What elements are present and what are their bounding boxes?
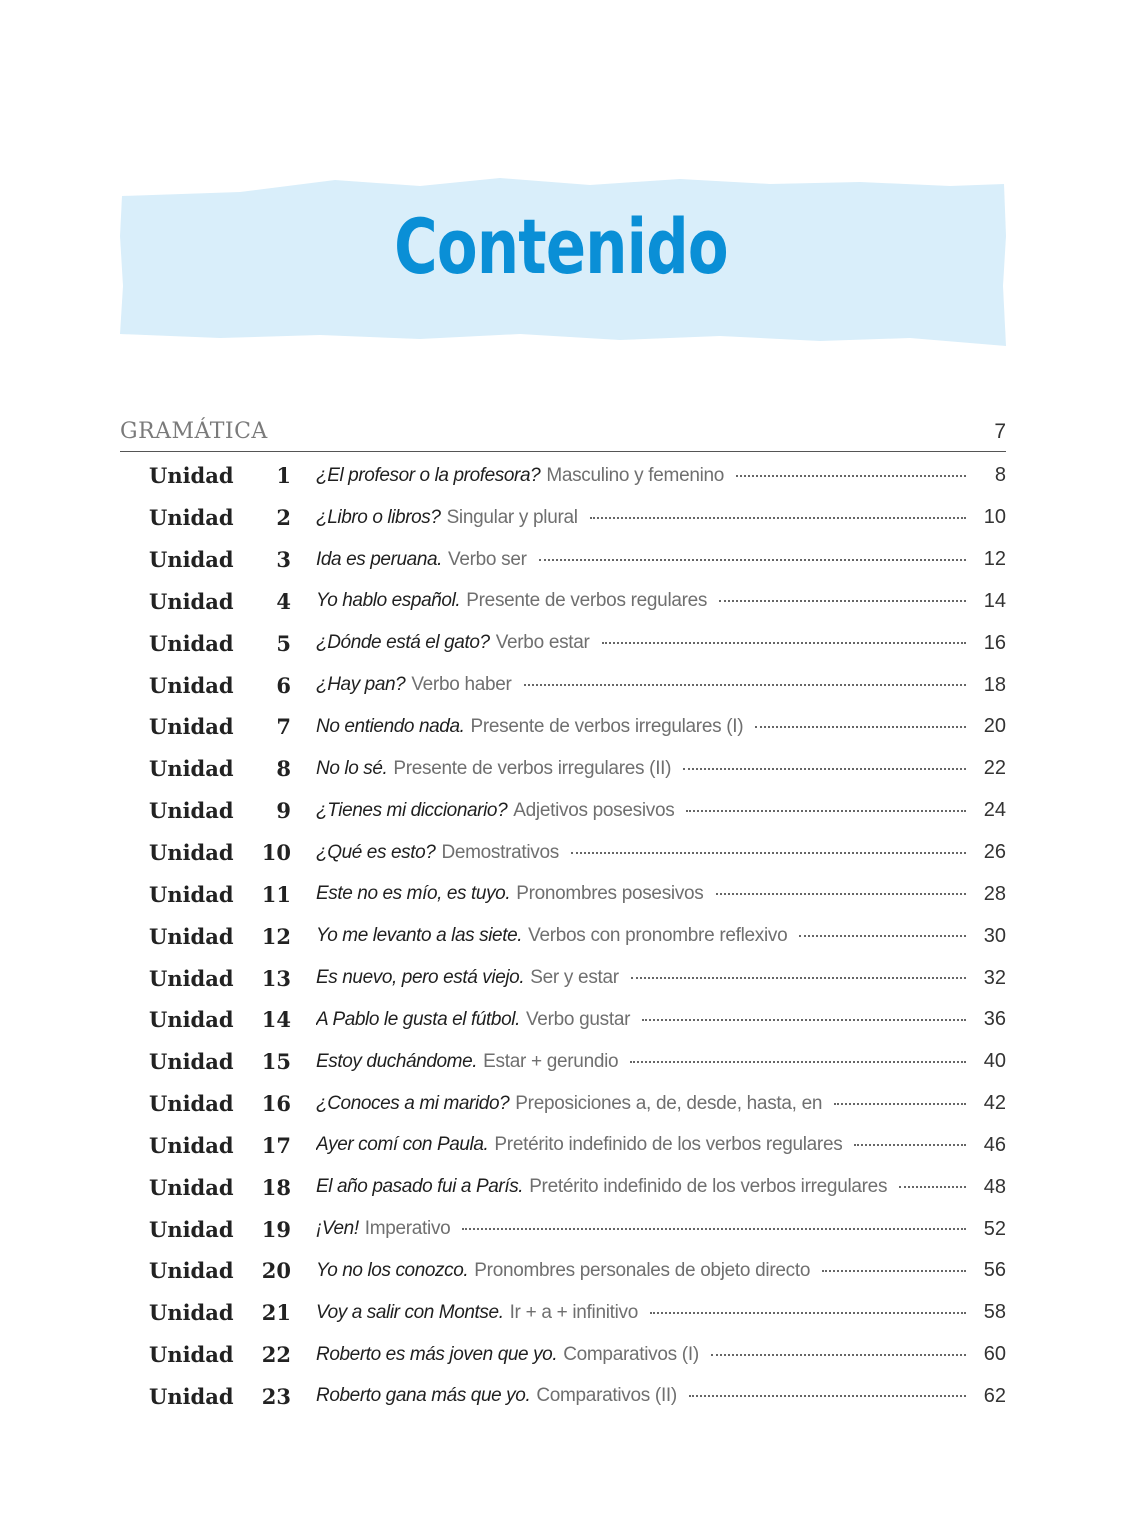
page-number[interactable]: 14 [983,589,1006,612]
example-sentence: ¿Conoces a mi marido? [316,1092,510,1114]
toc-row[interactable] [120,664,1006,706]
dot-leader [755,725,966,728]
toc-row[interactable] [120,706,1006,748]
unit-label: Unidad [149,1300,234,1326]
grammar-topic: Verbo estar [495,632,590,654]
toc-entry [316,1302,966,1324]
toc-row[interactable] [120,1125,1006,1167]
toc-row[interactable] [120,622,1006,664]
toc-entry [316,758,966,780]
toc-row[interactable] [120,1208,1006,1250]
unit-label: Unidad [149,881,234,907]
unit-number: 12 [261,923,291,949]
unit-number: 20 [261,1258,291,1284]
section-header [120,419,1006,452]
page-number[interactable]: 24 [983,799,1006,822]
example-sentence: Ayer comí con Paula. [316,1134,489,1156]
grammar-topic: Demostrativos [441,841,559,863]
unit-number: 16 [261,1091,291,1117]
grammar-topic: Comparativos (I) [563,1343,699,1365]
unit-number: 8 [276,756,291,782]
toc-entry [316,507,966,529]
toc-entry [316,1344,966,1366]
dot-leader [602,641,966,644]
unit-number: 21 [261,1300,291,1326]
unit-label: Unidad [149,965,234,991]
example-sentence: Este no es mío, es tuyo. [316,883,511,905]
example-sentence: ¿El profesor o la profesora? [316,464,541,486]
dot-leader [719,599,966,602]
unit-label: Unidad [149,1216,234,1242]
unit-number: 9 [276,798,291,824]
toc-row[interactable] [120,539,1006,581]
example-sentence: Estoy duchándome. [316,1050,478,1072]
unit-label: Unidad [149,714,234,740]
unit-number: 14 [261,1007,291,1033]
page-number[interactable]: 26 [983,841,1006,864]
grammar-topic: Verbo ser [448,548,527,570]
example-sentence: Yo hablo español. [316,590,461,612]
toc-entry [316,883,966,905]
toc-entry [316,632,966,654]
page-number[interactable]: 58 [983,1301,1006,1324]
example-sentence: Yo no los conozco. [316,1259,469,1281]
example-sentence: ¡Ven! [316,1218,359,1240]
grammar-topic: Ser y estar [530,967,619,989]
unit-number: 15 [261,1049,291,1075]
example-sentence: El año pasado fui a París. [316,1176,524,1198]
toc-row[interactable] [120,832,1006,874]
grammar-topic: Singular y plural [446,506,578,528]
section-name: GRAMÁTICA [120,419,268,444]
example-sentence: Ida es peruana. [316,548,443,570]
dot-leader [642,1018,966,1021]
toc-entry [316,674,966,696]
grammar-topic: Pronombres personales de objeto directo [474,1259,811,1281]
page-number[interactable]: 36 [983,1008,1006,1031]
dot-leader [822,1269,966,1272]
unit-number: 1 [276,463,291,489]
toc-entry [316,1009,966,1031]
example-sentence: ¿Libro o libros? [316,506,441,528]
example-sentence: ¿Hay pan? [316,674,406,696]
grammar-topic: Masculino y femenino [546,464,725,486]
unit-label: Unidad [149,1132,234,1158]
unit-label: Unidad [149,1007,234,1033]
page-number[interactable]: 46 [983,1133,1006,1156]
grammar-topic: Comparativos (II) [536,1385,677,1407]
unit-number: 7 [276,714,291,740]
toc-entry [316,716,966,738]
unit-label: Unidad [149,672,234,698]
grammar-topic: Presente de verbos irregulares (II) [393,757,672,779]
unit-number: 2 [276,505,291,531]
grammar-topic: Verbo haber [411,674,512,696]
dot-leader [462,1227,966,1230]
unit-label: Unidad [149,1049,234,1075]
page-number[interactable]: 52 [983,1217,1006,1240]
page-number[interactable]: 62 [983,1384,1006,1407]
toc-row[interactable] [120,455,1006,497]
toc-row[interactable] [120,1041,1006,1083]
toc-entry [316,842,966,864]
dot-leader [630,1060,966,1063]
unit-label: Unidad [149,923,234,949]
toc-row[interactable] [120,873,1006,915]
example-sentence: ¿Tienes mi diccionario? [316,799,508,821]
toc-entry [316,1093,966,1115]
unit-number: 6 [276,672,291,698]
toc-row[interactable] [120,999,1006,1041]
page-number[interactable]: 10 [983,506,1006,529]
page-number[interactable]: 60 [983,1343,1006,1366]
unit-label: Unidad [149,588,234,614]
dot-leader [683,767,966,770]
dot-leader [631,976,966,979]
example-sentence: ¿Dónde está el gato? [316,632,490,654]
toc-row[interactable] [120,497,1006,539]
unit-label: Unidad [149,840,234,866]
dot-leader [799,934,966,937]
dot-leader [899,1185,966,1188]
grammar-topic: Estar + gerundio [483,1050,619,1072]
example-sentence: Voy a salir con Montse. [316,1301,504,1323]
toc-row[interactable] [120,581,1006,623]
page-number[interactable]: 32 [983,966,1006,989]
example-sentence: Roberto gana más que yo. [316,1385,531,1407]
page-number[interactable]: 22 [983,757,1006,780]
unit-number: 17 [261,1132,291,1158]
example-sentence: No lo sé. [316,757,388,779]
unit-number: 22 [261,1342,291,1368]
grammar-topic: Verbos con pronombre reflexivo [528,925,788,947]
toc-row[interactable] [120,790,1006,832]
page-number[interactable]: 12 [983,548,1006,571]
example-sentence: No entiendo nada. [316,715,465,737]
grammar-topic: Adjetivos posesivos [513,799,675,821]
toc-entry [316,590,966,612]
unit-label: Unidad [149,463,234,489]
unit-number: 18 [261,1174,291,1200]
toc-entry [316,1385,966,1407]
grammar-topic: Verbo gustar [525,1008,631,1030]
toc-entry [316,549,966,571]
grammar-topic: Preposiciones a, de, desde, hasta, en [515,1092,823,1114]
toc-entry [316,967,966,989]
unit-number: 13 [261,965,291,991]
unit-number: 5 [276,630,291,656]
unit-number: 23 [261,1383,291,1409]
toc-row[interactable] [120,957,1006,999]
page-number[interactable]: 28 [983,882,1006,905]
unit-label: Unidad [149,1342,234,1368]
toc-row[interactable] [120,1250,1006,1292]
dot-leader [524,683,966,686]
toc-row[interactable] [120,1376,1006,1418]
dot-leader [716,892,967,895]
example-sentence: Yo me levanto a las siete. [316,925,523,947]
page-number[interactable]: 30 [983,924,1006,947]
toc-row[interactable] [120,1083,1006,1125]
section-page-number[interactable]: 7 [994,420,1006,443]
page-number[interactable]: 18 [983,673,1006,696]
unit-number: 3 [276,547,291,573]
page-number[interactable]: 48 [983,1175,1006,1198]
toc-entry [316,465,966,487]
unit-label: Unidad [149,1258,234,1284]
grammar-topic: Pretérito indefinido de los verbos regulares [494,1134,843,1156]
dot-leader [689,1394,966,1397]
toc-row[interactable] [120,1166,1006,1208]
dot-leader [854,1143,966,1146]
toc-entry [316,800,966,822]
grammar-topic: Imperativo [364,1218,451,1240]
toc-entry [316,1176,966,1198]
example-sentence: A Pablo le gusta el fútbol. [316,1008,520,1030]
unit-number: 11 [261,881,291,907]
unit-number: 4 [276,588,291,614]
dot-leader [539,558,966,561]
page-number[interactable]: 16 [983,631,1006,654]
table-of-contents [120,455,1006,1417]
toc-row[interactable] [120,1334,1006,1376]
dot-leader [650,1311,966,1314]
page-number[interactable]: 56 [983,1259,1006,1282]
toc-entry [316,1051,966,1073]
toc-entry [316,1218,966,1240]
dot-leader [571,851,966,854]
unit-label: Unidad [149,798,234,824]
grammar-topic: Pronombres posesivos [516,883,704,905]
dot-leader [711,1353,966,1356]
toc-row[interactable] [120,748,1006,790]
unit-label: Unidad [149,630,234,656]
grammar-topic: Pretérito indefinido de los verbos irregulares [529,1176,888,1198]
page-number[interactable]: 40 [983,1050,1006,1073]
unit-label: Unidad [149,1091,234,1117]
page-title: Contenido [394,202,728,291]
grammar-topic: Presente de verbos regulares [466,590,708,612]
dot-leader [590,516,966,519]
toc-entry [316,1134,966,1156]
example-sentence: ¿Qué es esto? [316,841,436,863]
example-sentence: Roberto es más joven que yo. [316,1343,558,1365]
dot-leader [686,809,966,812]
dot-leader [736,474,966,477]
dot-leader [834,1102,966,1105]
unit-label: Unidad [149,1383,234,1409]
example-sentence: Es nuevo, pero está viejo. [316,967,525,989]
page-number[interactable]: 42 [983,1092,1006,1115]
page-number[interactable]: 8 [994,464,1006,487]
unit-label: Unidad [149,1174,234,1200]
toc-entry [316,1260,966,1282]
toc-row[interactable] [120,915,1006,957]
grammar-topic: Ir + a + infinitivo [509,1301,639,1323]
unit-label: Unidad [149,505,234,531]
toc-row[interactable] [120,1292,1006,1334]
grammar-topic: Presente de verbos irregulares (I) [470,715,744,737]
page-number[interactable]: 20 [983,715,1006,738]
unit-number: 19 [261,1216,291,1242]
unit-label: Unidad [149,756,234,782]
unit-number: 10 [261,840,291,866]
unit-label: Unidad [149,547,234,573]
toc-entry [316,925,966,947]
